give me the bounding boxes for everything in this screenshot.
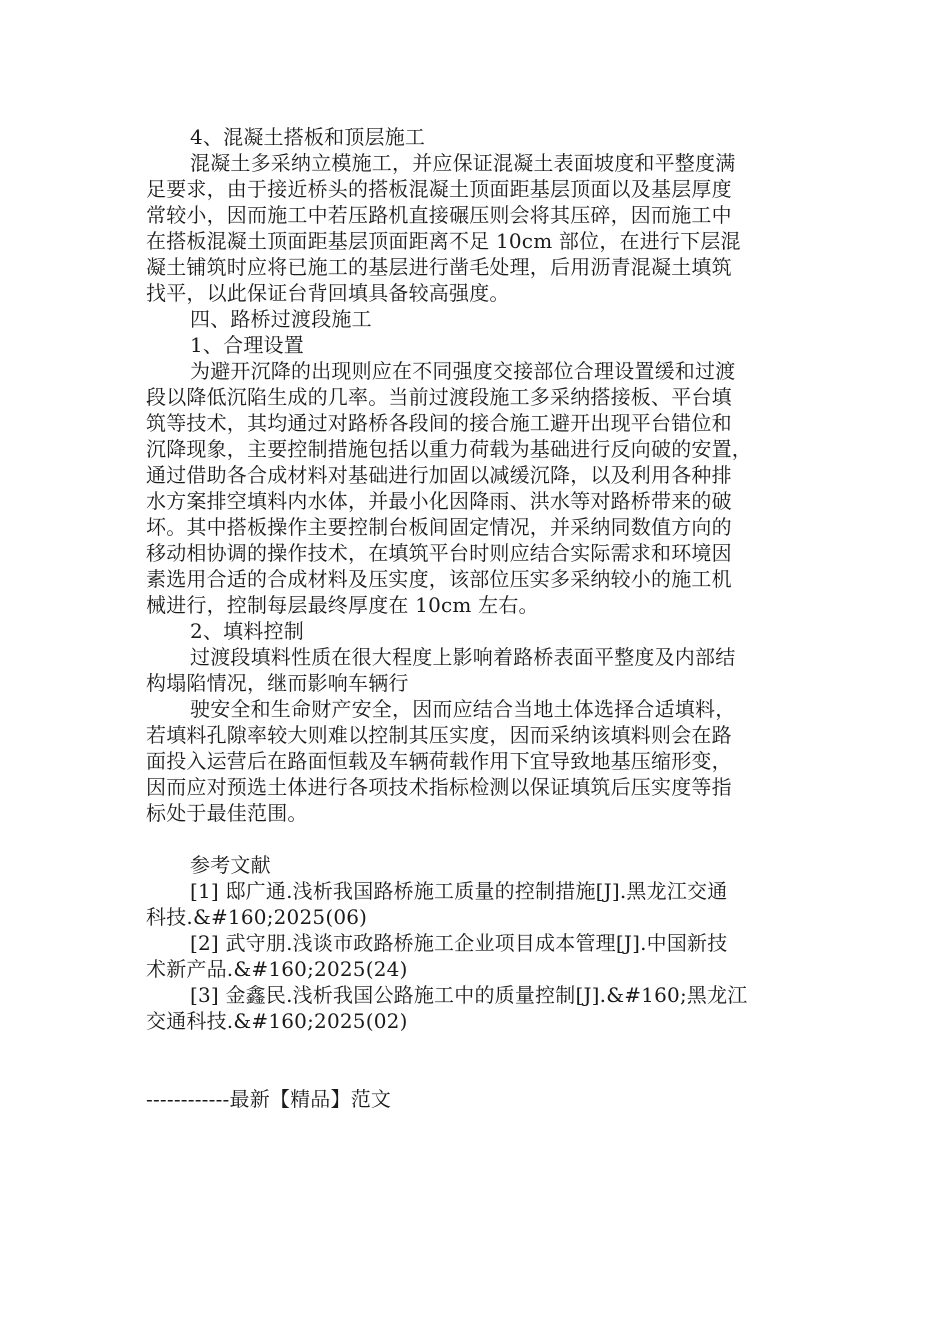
- paragraph-line: 沉降现象，主要控制措施包括以重力荷载为基础进行反向破的安置，: [146, 437, 752, 461]
- section-heading-concrete-slab: 4、混凝土搭板和顶层施工: [190, 125, 426, 149]
- paragraph-line: 找平，以此保证台背回填具备较高强度。: [146, 281, 510, 305]
- paragraph-line: 构塌陷情况，继而影响车辆行: [146, 671, 409, 695]
- paragraph-line: 坏。其中搭板操作主要控制台板间固定情况，并采纳同数值方向的: [146, 515, 732, 539]
- paragraph-line: 常较小，因而施工中若压路机直接碾压则会将其压碎，因而施工中: [146, 203, 732, 227]
- reference-item: [3] 金鑫民.浅析我国公路施工中的质量控制[J].&#160;黑龙江: [190, 983, 748, 1007]
- paragraph-line: 段以降低沉陷生成的几率。当前过渡段施工多采纳搭接板、平台填: [146, 385, 732, 409]
- paragraph-line: 凝土铺筑时应将已施工的基层进行凿毛处理，后用沥青混凝土填筑: [146, 255, 732, 279]
- paragraph-line: 过渡段填料性质在很大程度上影响着路桥表面平整度及内部结: [190, 645, 736, 669]
- paragraph-line: 为避开沉降的出现则应在不同强度交接部位合理设置缓和过渡: [190, 359, 736, 383]
- paragraph-line: 混凝土多采纳立模施工，并应保证混凝土表面坡度和平整度满: [190, 151, 736, 175]
- paragraph-line: 械进行，控制每层最终厚度在 10cm 左右。: [146, 593, 539, 617]
- paragraph-line: 水方案排空填料内水体，并最小化因降雨、洪水等对路桥带来的破: [146, 489, 732, 513]
- footer-tagline: ------------最新【精品】范文: [146, 1087, 392, 1111]
- paragraph-line: 若填料孔隙率较大则难以控制其压实度，因而采纳该填料则会在路: [146, 723, 732, 747]
- subsection-heading-fill: 2、填料控制: [190, 619, 304, 643]
- reference-item-continuation: 术新产品.&#160;2025(24): [146, 957, 408, 981]
- paragraph-line: 标处于最佳范围。: [146, 801, 308, 825]
- section-heading-transition: 四、路桥过渡段施工: [190, 307, 372, 331]
- paragraph-line: 通过借助各合成材料对基础进行加固以减缓沉降，以及利用各种排: [146, 463, 732, 487]
- reference-item: [2] 武守朋.浅谈市政路桥施工企业项目成本管理[J].中国新技: [190, 931, 728, 955]
- reference-item: [1] 邸广通.浅析我国路桥施工质量的控制措施[J].黑龙江交通: [190, 879, 728, 903]
- paragraph-line: 足要求，由于接近桥头的搭板混凝土顶面距基层顶面以及基层厚度: [146, 177, 732, 201]
- paragraph-line: 移动相协调的操作技术，在填筑平台时则应结合实际需求和环境因: [146, 541, 732, 565]
- paragraph-line: 面投入运营后在路面恒载及车辆荷载作用下宜导致地基压缩形变，: [146, 749, 732, 773]
- references-heading: 参考文献: [190, 853, 271, 877]
- paragraph-line: 筑等技术，其均通过对路桥各段间的接合施工避开出现平台错位和: [146, 411, 732, 435]
- paragraph-line: 素选用合适的合成材料及压实度，该部位压实多采纳较小的施工机: [146, 567, 732, 591]
- paragraph-line: 驶安全和生命财产安全，因而应结合当地土体选择合适填料，: [190, 697, 736, 721]
- reference-item-continuation: 交通科技.&#160;2025(02): [146, 1009, 408, 1033]
- paragraph-line: 在搭板混凝土顶面距基层顶面距离不足 10cm 部位，在进行下层混: [146, 229, 741, 253]
- paragraph-line: 因而应对预选土体进行各项技术指标检测以保证填筑后压实度等指: [146, 775, 732, 799]
- reference-item-continuation: 科技.&#160;2025(06): [146, 905, 368, 929]
- subsection-heading-setup: 1、合理设置: [190, 333, 304, 357]
